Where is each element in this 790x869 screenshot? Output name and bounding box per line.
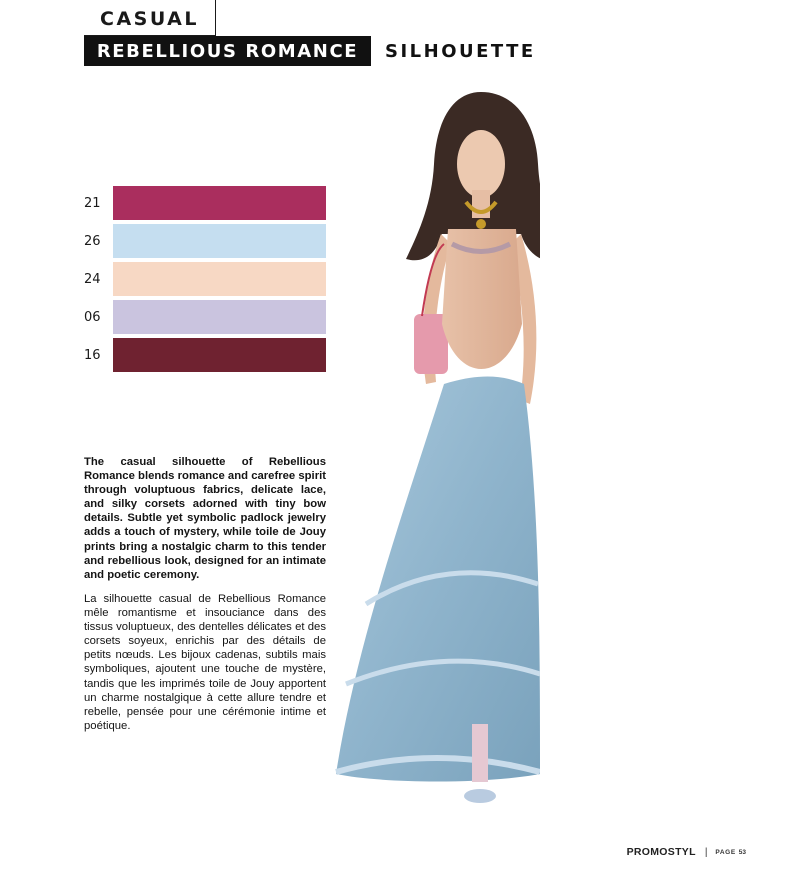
swatch-color-bar (113, 300, 326, 334)
swatch-number: 06 (84, 309, 101, 325)
theme-title: REBELLIOUS ROMANCE (84, 36, 371, 66)
swatch-color-bar (113, 186, 326, 220)
description-french: La silhouette casual de Rebellious Romance mêle romantisme et insouciance dans des tissus voluptueux, des dentelles délicates et des corsets soyeux, enrichis par des détails de petits nœuds. Les bijoux cadenas, subtils mais symboliques, ajoutent une touche de mystère, tandis que les imprimés toile de Jouy apportent un charme nostalgique à cette allure tendre et rebelle, pensée pour une cérémonie intime et poétique. (84, 593, 326, 732)
shoe-shape (464, 789, 496, 803)
swatch-number: 24 (84, 271, 101, 287)
swatch-color-bar (113, 262, 326, 296)
section-title: SILHOUETTE (385, 40, 536, 62)
swatch-number: 16 (84, 347, 101, 363)
padlock-shape (476, 219, 486, 229)
category-label: CASUAL (100, 8, 199, 30)
swatch-row (84, 300, 326, 334)
category-box (84, 0, 216, 36)
swatch-number: 26 (84, 233, 101, 249)
page-label: PAGE (715, 848, 736, 856)
brand-logo-part1: PROMO (626, 846, 668, 858)
swatch-color-bar (113, 224, 326, 258)
footer-separator: | (704, 846, 708, 858)
swatch-row (84, 338, 326, 372)
face-shape (457, 130, 505, 198)
color-palette (84, 186, 326, 376)
fashion-illustration (326, 84, 540, 814)
description-english: The casual silhouette of Rebellious Romance blends romance and carefree spirit through voluptuous fabrics, delicate lace, and silky corsets adorned with tiny bow details. Subtle yet symbolic padlock jewelry adds a touch of mystery, while toile de Jouy prints bring a nostalgic charm to this tender and rebellious look, designed for an intimate and poetic ceremony. (84, 456, 326, 581)
swatch-number: 21 (84, 195, 101, 211)
swatch-row (84, 224, 326, 258)
leg-shape (472, 724, 488, 782)
swatch-row (84, 186, 326, 220)
page-footer (627, 846, 746, 858)
swatch-color-bar (113, 338, 326, 372)
title-row (84, 36, 536, 66)
swatch-row (84, 262, 326, 296)
page-number: 53 (738, 848, 746, 856)
brand-logo-part2: STYL (667, 846, 696, 858)
